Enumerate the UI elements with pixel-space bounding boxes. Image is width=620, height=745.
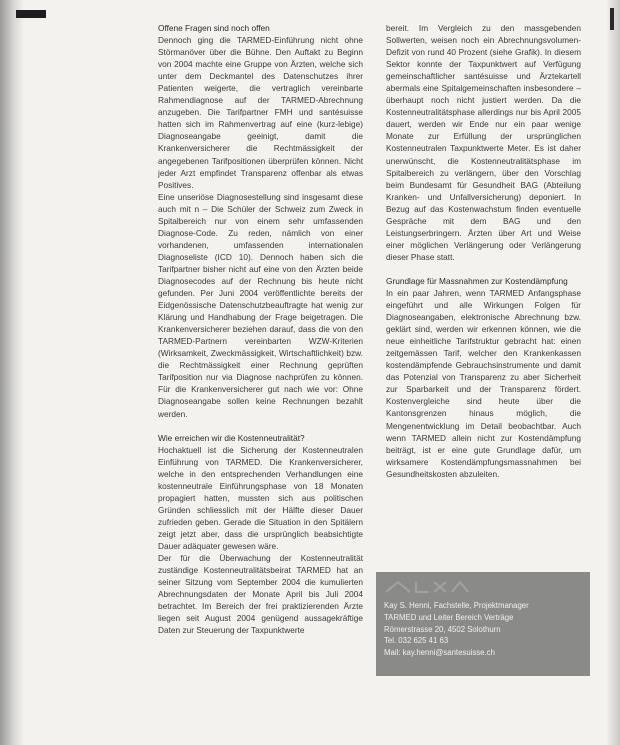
body-paragraph: Eine unseriöse Diagnosestellung sind insgesamt diese auch mit n – Die Schüler der Schweiz zum Zweck in Spitalbereich nur von einem sehr umfassenden Diagnose-Code. Zu reden, nämlich von einer vorhandenen, umfassenden internationalen Diagnoseliste (ICD 10). Dennoch haben sich die Tarifpartner bisher nicht auf eine von den Ärzten beide Diagnosecodes auf der Rechnung bis heute nicht gefunden. Per Juni 2004 veröffentlichte bereits der Eidgenössische Datenschutzbeauftragte hat wenig zur Klärung und Handhabung der Frage beigetragen. Die Krankenversicherer beziehen darauf, dass die von den TARMED-Partnern vereinbarten WZW-Kriterien (Wirksamkeit, Zweckmässigkeit, Wirtschaftlichkeit) bzw. die Rechtmässigkeit einer Rechnung geprüften Tarifposition nur via Diagnose nachprüfen zu können. Für die Krankenversicherer gut nach wie vor: Ohne Diagnoseangabe sollen keine Rechnungen bezahlt werden.	[158, 191, 363, 419]
contact-details	[384, 600, 584, 659]
body-paragraph: Dennoch ging die TARMED-Einführung nicht ohne Störmanöver über die Bühne. Den Auftakt zu Beginn von 2004 machte eine Gruppe von Ärzten, welche sich unter dem Deckmantel des Datenschutzes ihrer Patienten weigerte, die vertraglich vereinbarte Rahmendiagnose auf der TARMED-Abrechnung anzugeben. Die Tarifpartner FMH und santésuisse hatten sich im Rahmenvertrag auf eine (kurz-lebige) Diagnoseangabe geeinigt, damit die Krankenversicherer die Rechtmässigkeit der angegebenen Tarifpositionen überprüfen können. Nicht jeder Arzt empfindet Transparenz offenbar als etwas Positives.	[158, 35, 363, 190]
contact-box	[376, 572, 590, 676]
paragraph-gap	[386, 263, 581, 275]
contact-address-line: Römerstrasse 20, 4502 Solothurn	[384, 624, 501, 634]
left-text-column	[158, 22, 363, 636]
body-paragraph: In ein paar Jahren, wenn TARMED Anfangsphase eingeführt und alle Wirkungen Folgen für Diagnoseangaben, elektronische Abrechnung bzw. geklärt sind, werden wir erkennen können, wie die neue einheitliche Tarifstruktur gebracht hat: einen zeitgemässen Tarif, welcher den Krankenkassen kostendämpfende Gebrauchsinstrumente und damit das Potenzial von Transparenz zu aber Sicherheit zur Sparbarkeit und der Transparenz fördert. Kostenvergleiche sind heute über die Kantonsgrenzen hinaus möglich, die Mengenentwicklung im Detail beobachtbar. Auch wenn TARMED allein nicht zur Kostendämpfung beiträgt, ist er eine gute Grundlage dafür, um wirksamere Kostendämpfungsmassnahmen bei Gesundheitskosten abzuleiten.	[386, 287, 581, 479]
corner-marker	[610, 8, 614, 30]
page-edge-shadow	[606, 0, 620, 745]
contact-role-line: TARMED und Leiter Bereich Verträge	[384, 612, 514, 622]
logo-watermark-icon	[382, 578, 472, 596]
contact-email-line: Mail: kay.henni@santesuisse.ch	[384, 648, 495, 658]
body-paragraph: Der für die Überwachung der Kostenneutralität zuständige Kostenneutralitätsbeirat TARMED hat an seiner Sitzung vom September 2004 die kumulierten Abrechnungsdaten der Monate April bis Juli 2004 betrachtet. Im Bereich der frei praktizierenden Ärzte liegen seit August 2004 genügend aussagekräftige Daten zur Steuerung der Taxpunktwerte	[158, 553, 363, 636]
page-binding-shadow	[0, 0, 24, 745]
body-paragraph: Hochaktuell ist die Sicherung der Kostenneutralen Einführung von TARMED. Die Krankenversicherer, welche in den entsprechenden Verhandlungen eine kostenneutrale Einführungsphase von 18 Monaten propagiert hatten, mussten sich aus politischen Gründen schliesslich mit der Hälfte dieser Dauer zufrieden geben. Gerade die Situation in den Spitälern zeigt jetzt aber, dass die ursprünglich beabsichtigte Dauer adäquater gewesen wäre.	[158, 444, 363, 551]
contact-phone-line: Tel. 032 625 41 63	[384, 636, 449, 646]
paragraph-gap	[158, 420, 363, 432]
section-heading-open-questions: Offene Fragen sind noch offen	[158, 23, 270, 33]
body-paragraph: bereit. Im Vergleich zu den massgebenden Sollwerten, weisen noch ein Abrechnungsvolumen-Defizit von rund 40 Prozent (siehe Grafik). In diesem Sektor konnte der Taxpunktwert auf Verfügung gemeinschaftlicher santésuisse und Ärztekartell abermals eine Spitalgemeinschaften insbesondere – überhaupt noch nicht justiert werden. Da die Kostenneutralitätsphase allerdings nur bis April 2005 dauert, werden wir Ende nur ein paar wenige Monate zur Erfüllung der ursprünglichen Kostenneutralen Taxpunktwerte Meter. Es ist daher unerwünscht, die Kostenneutralitätsphase im Spitalbereich zu verlängern, über den Vorschlag beim Bundesamt für Gesundheit BAG (Abteilung Kranken- und Unfallversicherung) deponiert. In Bezug auf das Kostenwachstum finden eventuelle Gespräche mit dem BAG und den Leistungserbringern. Ärzten über Art und Weise einer möglichen Verlängerung oder Verlängerung dieser Phase statt.	[386, 23, 581, 262]
section-tab-marker	[16, 10, 46, 18]
section-heading-cost-neutrality: Wie erreichen wir die Kostenneutralität?	[158, 432, 305, 443]
right-text-column	[386, 22, 581, 480]
contact-name-line: Kay S. Henni, Fachstelle, Projektmanager	[384, 601, 529, 610]
section-heading-cost-containment: Grundlage für Massnahmen zur Kostendämpfung	[386, 275, 568, 286]
